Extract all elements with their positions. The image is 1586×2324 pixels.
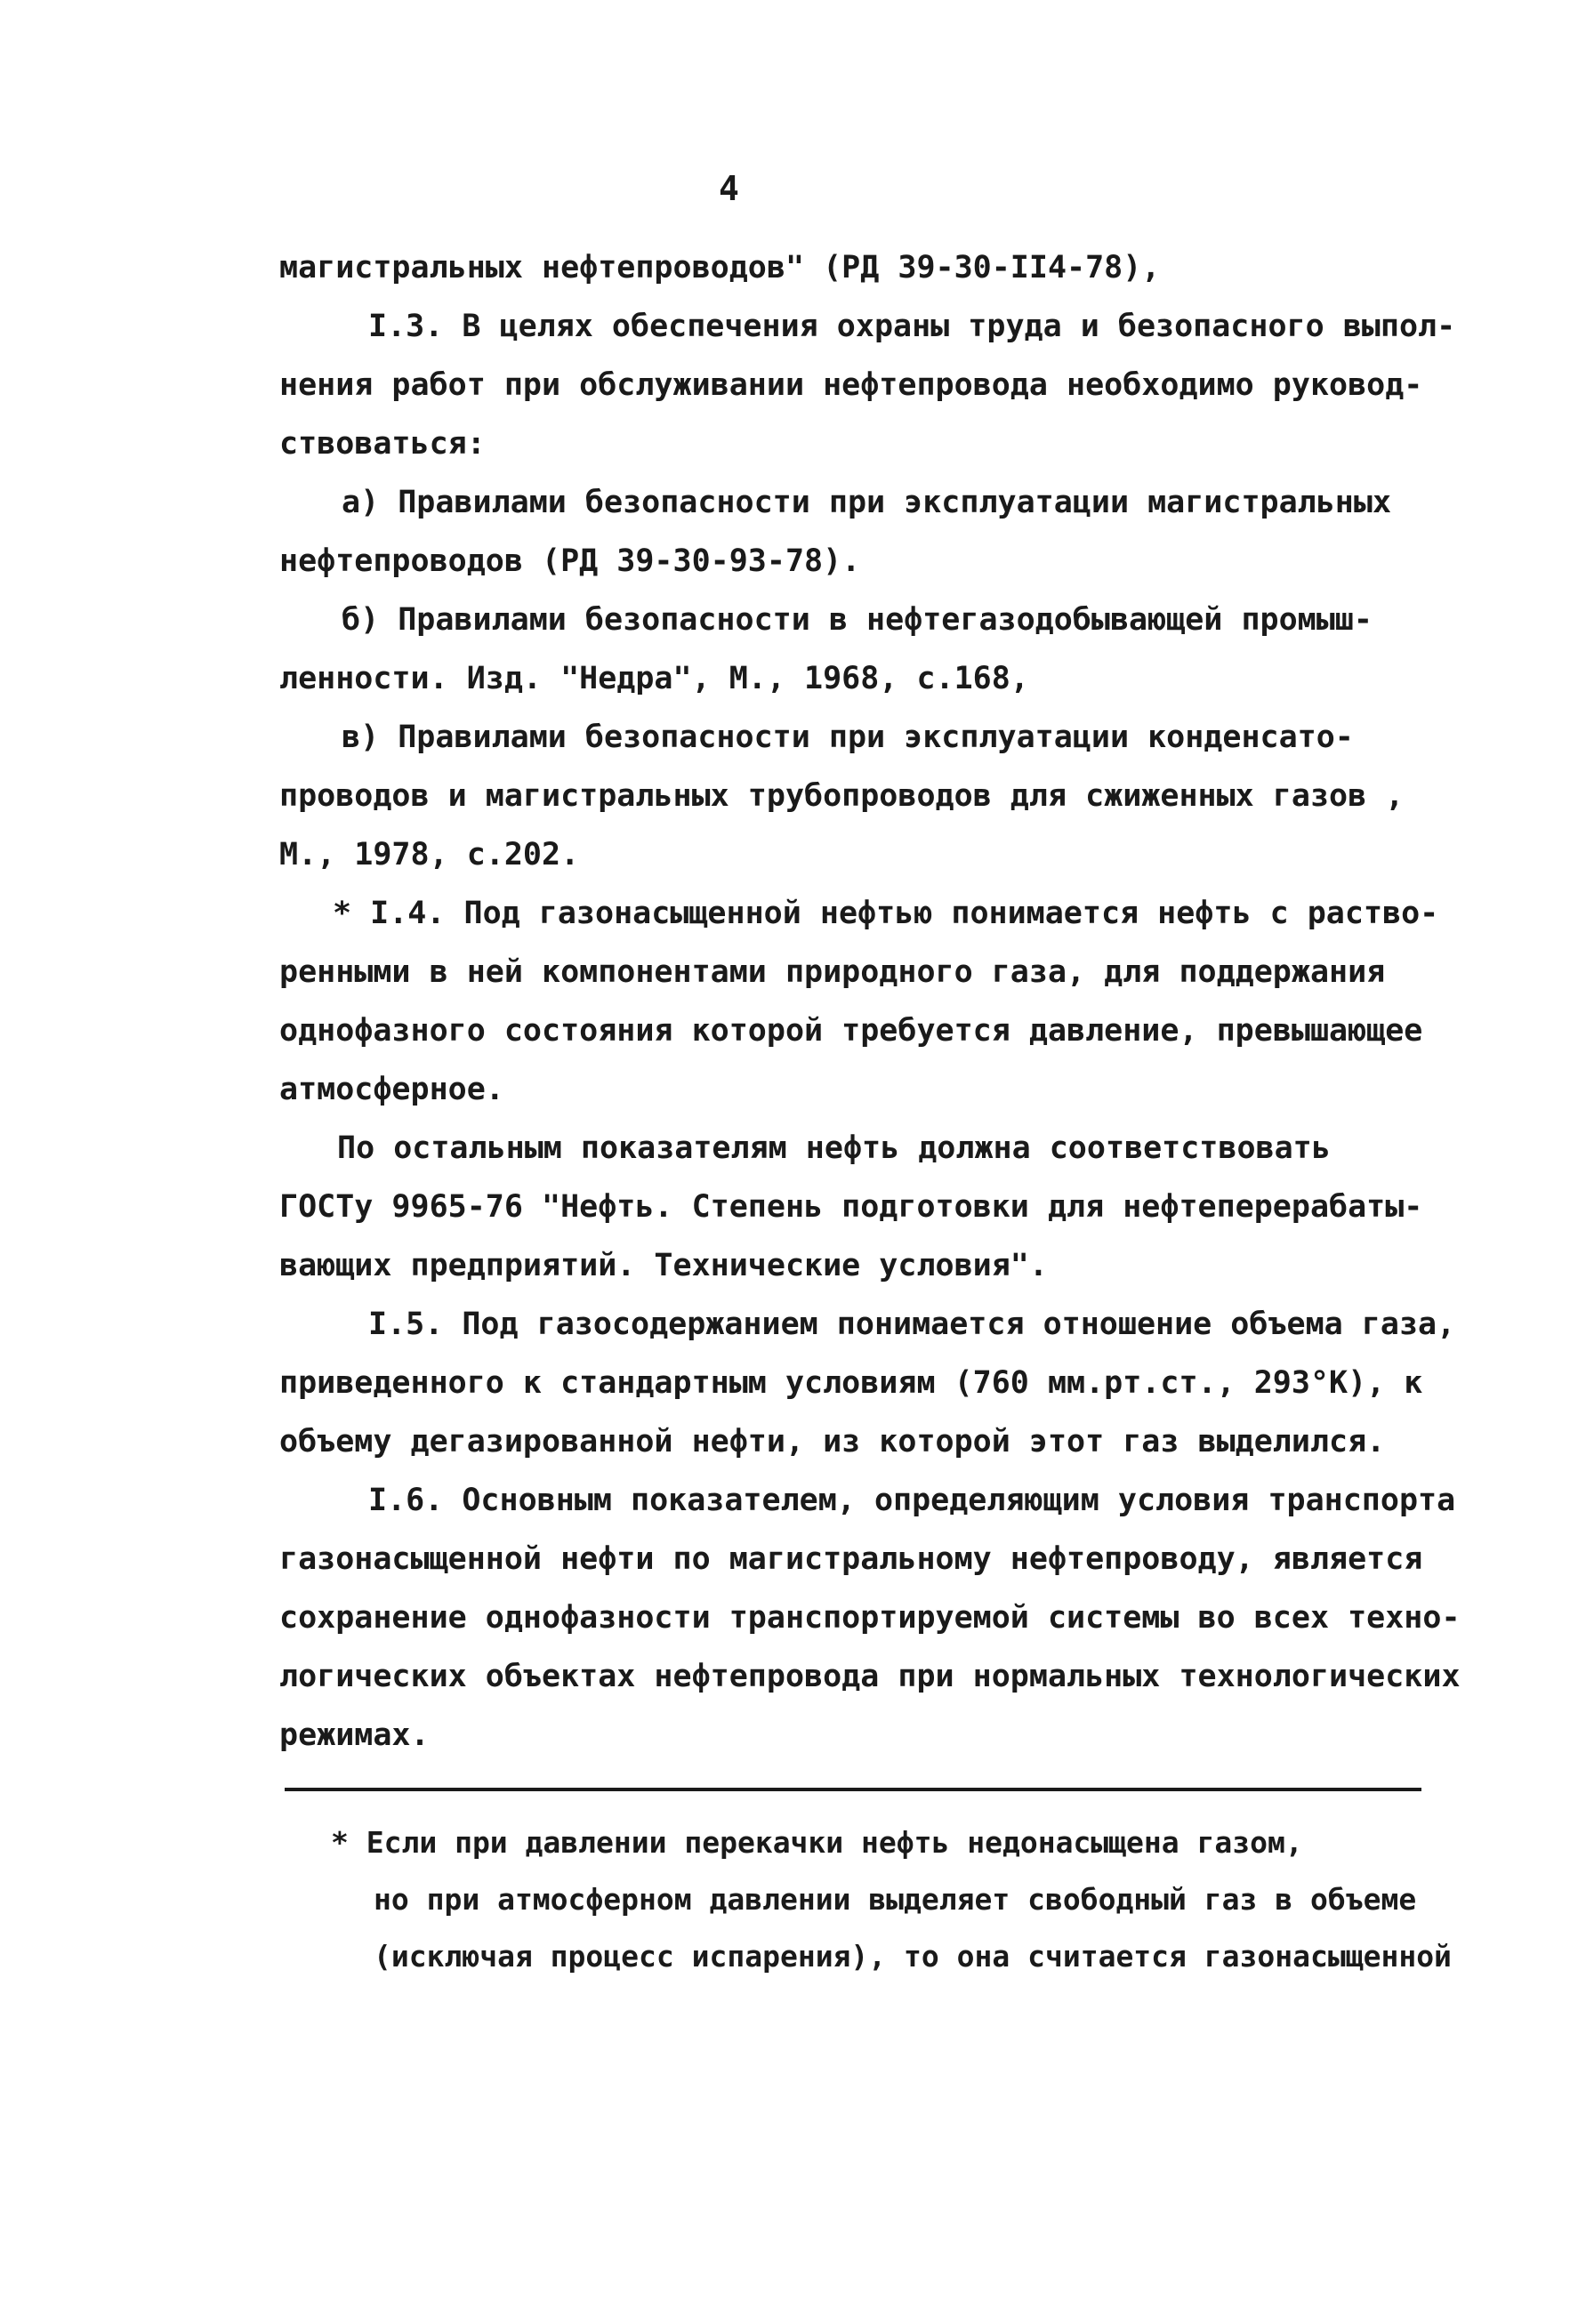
text-line: вающих предприятий. Технические условия". — [279, 1248, 1048, 1283]
text-line: ствоваться: — [279, 426, 486, 462]
footnote-line: (исключая процесс испарения), то она считается газонасыщенной — [374, 1939, 1452, 1974]
text-line: б) Правилами безопасности в нефтегазодобывающей промыш- — [342, 602, 1373, 638]
footnote-line: * Если при давлении перекачки нефть недонасыщена газом, — [331, 1825, 1303, 1860]
text-line: магистральных нефтепроводов" (РД 39-30-II4-78), — [279, 250, 1161, 285]
paragraph-1-6 — [279, 1471, 1461, 1765]
text-line: ГОСТу 9965-76 "Нефть. Степень подготовки для нефтеперерабаты- — [279, 1189, 1423, 1225]
text-line: объему дегазированной нефти, из которой этот газ выделился. — [279, 1424, 1386, 1460]
footnote — [331, 1814, 1487, 1985]
document-body — [279, 238, 1461, 1765]
text-line: I.5. Под газосодержанием понимается отношение объема газа, — [368, 1307, 1456, 1342]
text-line: проводов и магистральных трубопроводов для сжиженных газов , — [279, 778, 1405, 814]
footnote-divider — [285, 1788, 1421, 1791]
text-line: I.3. В целях обеспечения охраны труда и безопасного выпол- — [368, 309, 1456, 344]
footnote-line: но при атмосферном давлении выделяет свободный газ в объеме — [374, 1882, 1417, 1917]
text-line: а) Правилами безопасности при эксплуатации магистральных — [342, 485, 1392, 520]
text-line: По остальным показателям нефть должна соответствовать — [337, 1130, 1331, 1166]
page-number: 4 — [719, 169, 739, 208]
text-line: логических объектах нефтепровода при нормальных технологических — [279, 1659, 1461, 1694]
text-line: в) Правилами безопасности при эксплуатации конденсато- — [342, 720, 1354, 755]
text-line: атмосферное. — [279, 1072, 504, 1107]
text-line: ренными в ней компонентами природного газа, для поддержания — [279, 954, 1386, 990]
text-line: I.6. Основным показателем, определяющим условия транспорта — [368, 1483, 1456, 1518]
list-item-b — [279, 591, 1436, 708]
text-line: ленности. Изд. "Недра", М., 1968, с.168, — [279, 661, 1029, 696]
text-line: режимах. — [279, 1717, 430, 1753]
paragraph-1-5 — [279, 1295, 1456, 1471]
text-line: М., 1978, с.202. — [279, 837, 580, 873]
paragraph-1-4-continued — [279, 1119, 1436, 1295]
text-line: газонасыщенной нефти по магистральному нефтепроводу, является — [279, 1541, 1423, 1577]
text-line: сохранение однофазности транспортируемой системы во всех техно- — [279, 1600, 1461, 1636]
text-line: * I.4. Под газонасыщенной нефтью понимается нефть с раство- — [333, 896, 1439, 931]
list-item-c — [279, 708, 1436, 884]
text-line: нефтепроводов (РД 39-30-93-78). — [279, 543, 861, 579]
text-line: однофазного состояния которой требуется давление, превышающее — [279, 1013, 1423, 1049]
list-item-a — [279, 473, 1436, 591]
text-line: приведенного к стандартным условиям (760 мм.рт.ст., 293°К), к — [279, 1365, 1423, 1401]
paragraph-1-4 — [279, 884, 1439, 1119]
paragraph-1-3 — [279, 297, 1456, 473]
text-line: нения работ при обслуживании нефтепровода необходимо руковод- — [279, 367, 1423, 403]
